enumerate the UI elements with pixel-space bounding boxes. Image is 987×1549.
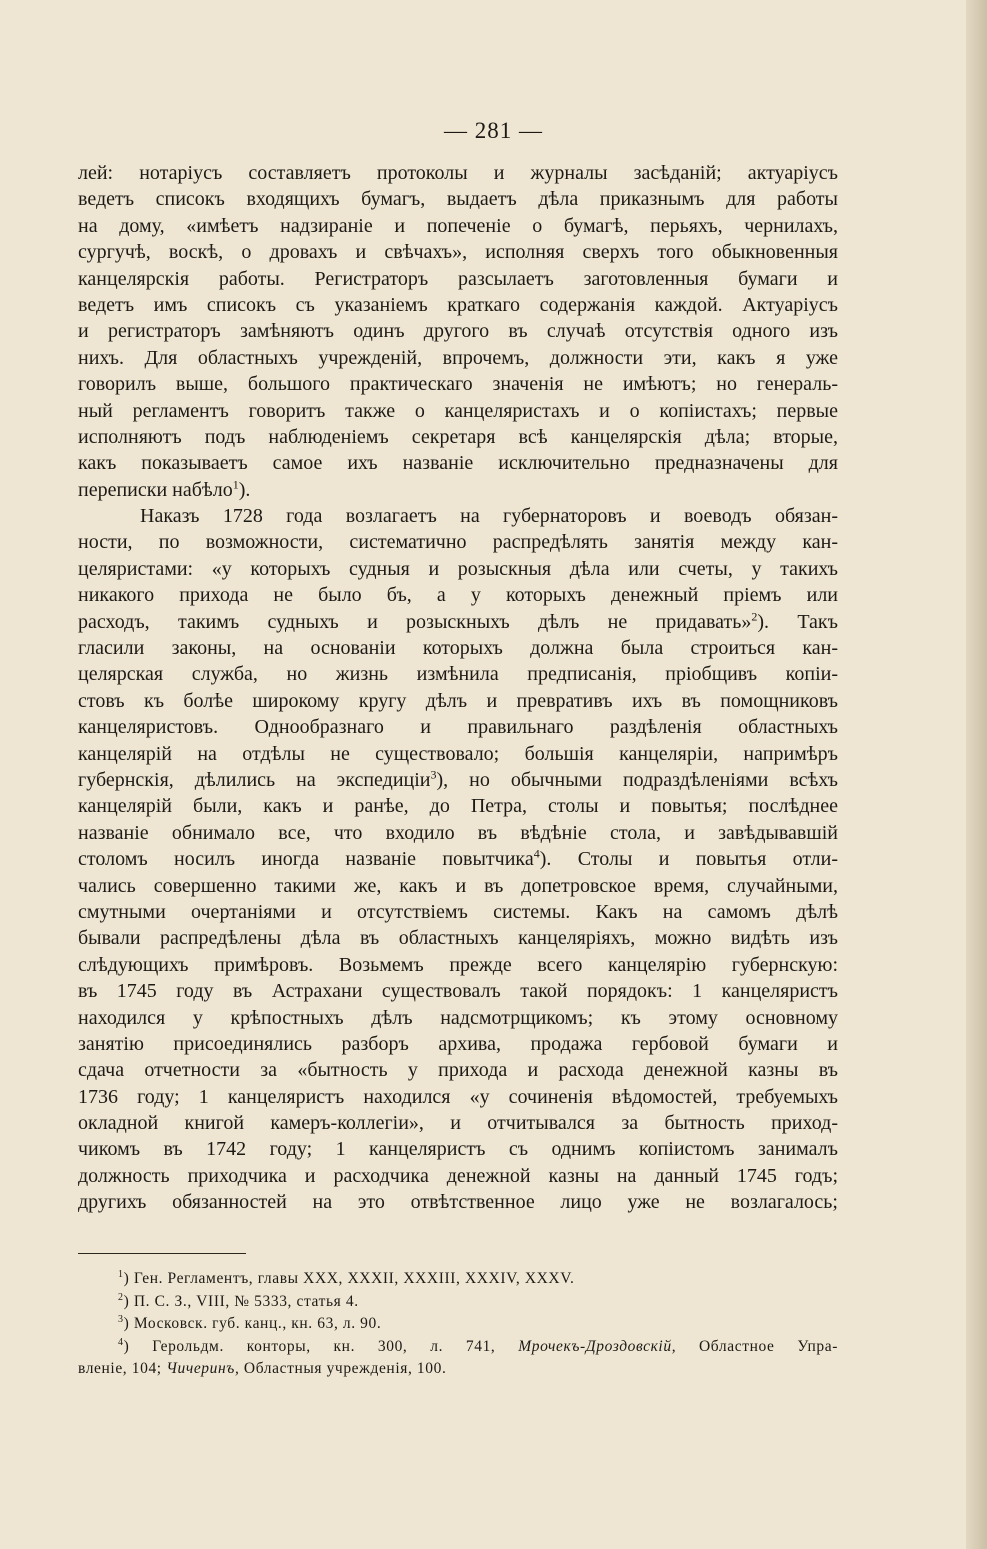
footnote-reference: 2 xyxy=(751,608,758,623)
text-line: должность приходчика и расходчика денежной казны на данный 1745 годъ; xyxy=(78,1164,838,1187)
footnote-rule xyxy=(78,1253,246,1254)
text-line: сдача отчетности за «бытность у прихода и расхода денежной казны въ xyxy=(78,1059,838,1082)
body-text xyxy=(78,160,838,1216)
author-name: Чичеринъ, xyxy=(166,1360,240,1377)
text-line: ведетъ имъ списокъ съ указаніемъ краткаго содержанія каждой. Актуаріусъ xyxy=(78,293,838,316)
text-line: канцеляристовъ. Однообразнаго и правильнаго раздѣленія областныхъ xyxy=(78,716,838,739)
text-line: ности, по возможности, систематично распредѣлять занятія между кан- xyxy=(78,531,838,554)
footnotes xyxy=(78,1268,838,1381)
text-line: говорилъ выше, большого практическаго значенія не имѣютъ; но генераль- xyxy=(78,373,838,396)
text-line: занятію присоединялись разборъ архива, продажа гербовой бумаги и xyxy=(78,1032,838,1055)
footnote-line: $^2$) П. С. З., VIII, № 5333, статья 4. xyxy=(118,1291,359,1310)
footnote-line: вленіе, 104; Чичеринъ, Областныя учрежденія, 100. xyxy=(78,1360,447,1377)
text-line: столомъ носилъ иногда названіе повытчика$^4$). Столы и повытья отли- xyxy=(78,846,838,871)
text-line: исполняютъ подъ наблюденіемъ секретаря всѣ канцелярскія дѣла; вторые, xyxy=(78,425,838,448)
text-line: целярская служба, но жизнь измѣнила предписанія, пріобщивъ копіи- xyxy=(78,663,838,686)
footnote-reference: 4 xyxy=(533,846,540,861)
text-line: канцелярскія работы. Регистраторъ разсылаетъ заготовленныя бумаги и xyxy=(78,267,838,290)
footnote-line: $^4$) Герольдм. конторы, кн. 300, л. 741, Мрочекъ-Дроздовскій, Областное Упра- xyxy=(118,1336,838,1355)
footnote-mark: 3 xyxy=(118,1313,124,1325)
text-line: сургучѣ, воскѣ, о дровахъ и свѣчахъ», исполняя сверхъ того обыкновенныя xyxy=(78,241,838,264)
footnote-mark: 1 xyxy=(118,1268,124,1280)
text-line: чикомъ въ 1742 году; 1 канцеляристъ съ однимъ копіистомъ занималъ xyxy=(78,1138,838,1161)
text-line: расходъ, такимъ судныхъ и розыскныхъ дѣлъ не придавать»$^2$). Такъ xyxy=(78,608,838,633)
text-line: лей: нотаріусъ составляетъ протоколы и журналы засѣданій; актуаріусъ xyxy=(78,162,838,184)
text-line: ведетъ списокъ входящихъ бумагъ, выдаетъ дѣла приказнымъ для работы xyxy=(78,188,838,211)
text-line: и регистраторъ замѣняютъ одинъ другого въ случаѣ отсутствія одного изъ xyxy=(78,320,838,343)
footnote-reference: 3 xyxy=(430,767,437,782)
text-line: никакого прихода не было бъ, а у которыхъ денежный пріемъ или xyxy=(78,584,838,607)
footnote-mark: 4 xyxy=(118,1336,124,1348)
page-number: — 281 — xyxy=(444,118,543,143)
text-line: 1736 году; 1 канцеляристъ находился «у сочиненія вѣдомостей, требуемыхъ xyxy=(78,1085,838,1108)
text-line: другихъ обязанностей на это отвѣтственное лицо уже не возлагалось; xyxy=(78,1191,838,1214)
footnote-line: $^1$) Ген. Регламентъ, главы XXX, XXXII, XXXIII, XXXIV, XXXV. xyxy=(118,1268,575,1287)
text-line: слѣдующихъ примѣровъ. Возьмемъ прежде всего канцелярію губернскую: xyxy=(78,953,838,976)
text-line: стовъ къ болѣе широкому кругу дѣлъ и превративъ ихъ въ помощниковъ xyxy=(78,689,838,712)
text-line: канцелярій были, какъ и ранѣе, до Петра, столы и повытья; послѣднее xyxy=(78,795,838,818)
page-edge xyxy=(966,0,987,1549)
author-name: Мрочекъ-Дроздовскій, xyxy=(518,1337,677,1355)
footnote-reference: 1 xyxy=(232,477,239,492)
text-line: губернскія, дѣлились на экспедиціи$^3$), но обычными подраздѣленіями всѣхъ xyxy=(78,767,838,791)
text-line: въ 1745 году въ Астрахани существовалъ такой порядокъ: 1 канцеляристъ xyxy=(78,980,838,1003)
text-line: названіе обнимало все, что входило въ вѣдѣніе стола, и завѣдывавшій xyxy=(78,821,838,844)
text-line: гласили законы, на основаніи которыхъ должна была строиться кан- xyxy=(78,637,838,660)
text-line: целяристами: «у которыхъ судныя и розыскныя дѣла или счеты, у такихъ xyxy=(78,557,838,580)
text-line: Наказъ 1728 года возлагаетъ на губернаторовъ и воеводъ обязан- xyxy=(140,505,838,528)
text-line: бывали распредѣлены дѣла въ областныхъ канцеляріяхъ, можно видѣть изъ xyxy=(78,927,838,950)
text-line: какъ показываетъ самое ихъ названіе исключительно предназначены для xyxy=(78,452,838,475)
text-line: канцелярій на отдѣлы не существовало; большія канцеляріи, напримѣръ xyxy=(78,742,838,765)
text-line: переписки набѣло$^1$). xyxy=(78,477,251,501)
text-line: ный регламентъ говоритъ также о канцеляристахъ и о копіистахъ; первые xyxy=(78,399,838,422)
text-line: находился у крѣпостныхъ дѣлъ надсмотрщикомъ; къ этому основному xyxy=(78,1006,838,1029)
text-line: смутными очертаніями и отсутствіемъ системы. Какъ на самомъ дѣлѣ xyxy=(78,900,838,923)
text-line: чались совершенно такими же, какъ и въ допетровское время, случайными, xyxy=(78,874,838,897)
text-line: нихъ. Для областныхъ учрежденій, впрочемъ, должности эти, какъ я уже xyxy=(78,346,838,369)
footnote-mark: 2 xyxy=(118,1291,124,1303)
footnote-line: $^3$) Московск. губ. канц., кн. 63, л. 90. xyxy=(118,1313,382,1332)
text-line: окладной книгой камеръ-коллегіи», и отчитывался за бытность приход- xyxy=(78,1112,838,1135)
text-line: на дому, «имѣетъ надзираніе и попеченіе о бумагѣ, перьяхъ, чернилахъ, xyxy=(78,214,838,237)
